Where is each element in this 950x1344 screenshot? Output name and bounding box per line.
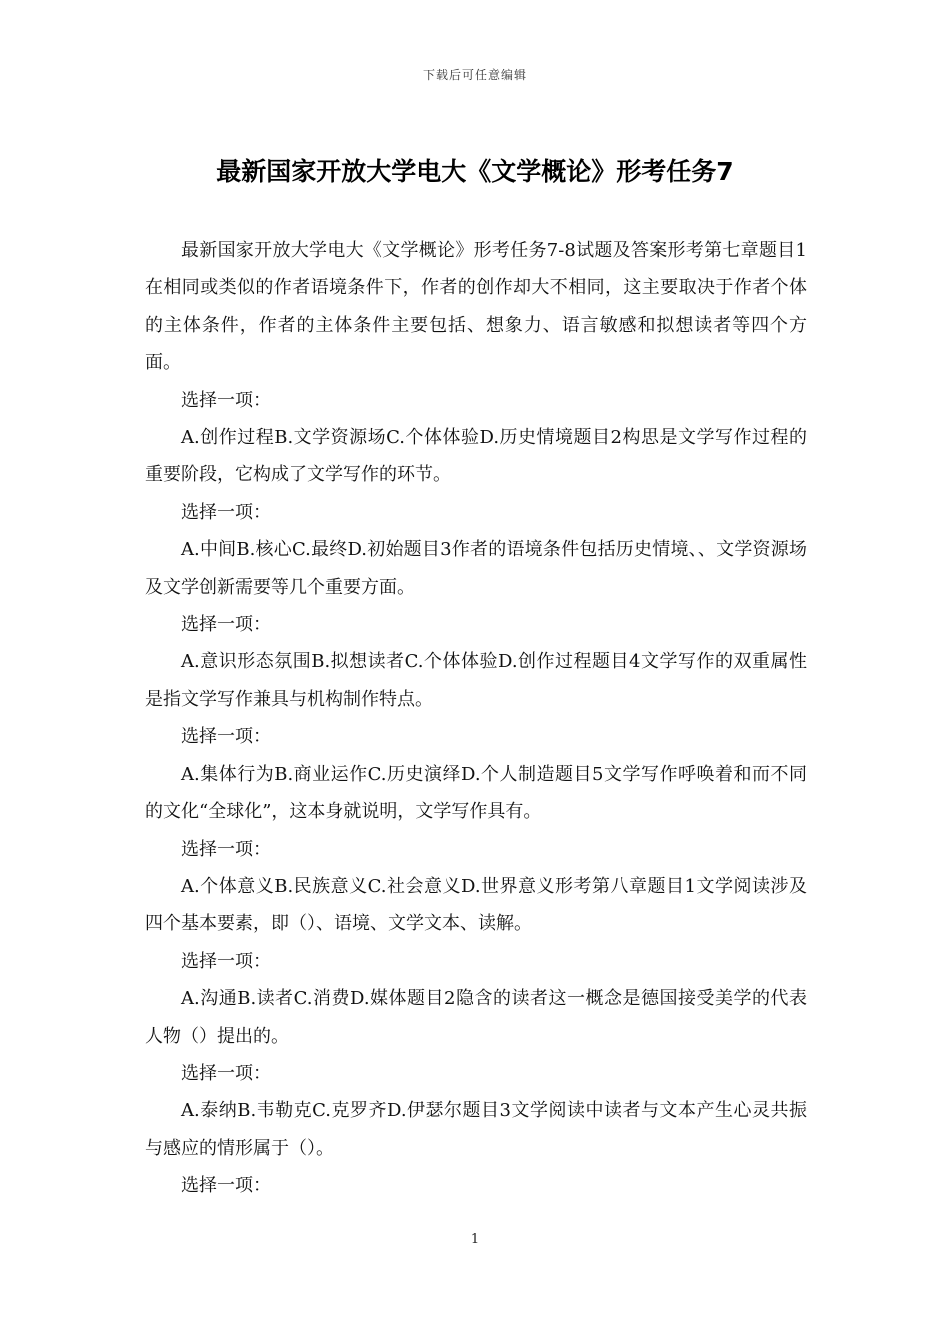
options-question-4: A.意识形态氛围B.拟想读者C.个体体验D.创作过程题目4文学写作的双重属性是指文学写作兼具与机构制作特点。: [145, 651, 807, 710]
choice-prompt: 选择一项：: [181, 950, 271, 972]
choice-prompt: 选择一项：: [181, 614, 271, 636]
options-question-3: A.中间B.核心C.最终D.初始题目3作者的语境条件包括历史情境、、文学资源场及文学创新需要等几个重要方面。: [145, 539, 807, 598]
options-question-5: A.集体行为B.商业运作C.历史演绎D.个人制造题目5文学写作呼唤着和而不同的文化“全球化”，这本身就说明，文学写作具有。: [145, 763, 807, 823]
choice-prompt: 选择一项：: [181, 389, 271, 411]
document-body: [145, 232, 807, 1205]
choice-prompt: 选择一项：: [181, 501, 271, 523]
choice-prompt: 选择一项：: [181, 838, 271, 860]
options-chapter-8-question-1: A.个体意义B.民族意义C.社会意义D.世界意义形考第八章题目1文学阅读涉及四个基本要素，即（）、语境、文学文本、读解。: [145, 875, 807, 935]
options-question-2: A.创作过程B.文学资源场C.个体体验D.历史情境题目2构思是文学写作过程的重要阶段，它构成了文学写作的环节。: [145, 427, 807, 486]
options-chapter-8-question-3: A.泰纳B.韦勒克C.克罗齐D.伊瑟尔题目3文学阅读中读者与文本产生心灵共振与感应的情形属于（）。: [145, 1100, 807, 1159]
options-chapter-8-question-2: A.沟通B.读者C.消费D.媒体题目2隐含的读者这一概念是德国接受美学的代表人物（）提出的。: [145, 988, 807, 1047]
choice-prompt: 选择一项：: [181, 1175, 271, 1197]
choice-prompt: 选择一项：: [181, 1062, 271, 1084]
header-note: 下载后可任意编辑: [422, 68, 527, 82]
page-number: 1: [470, 1232, 480, 1247]
choice-prompt: 选择一项：: [181, 726, 271, 748]
paragraph-intro: 最新国家开放大学电大《文学概论》形考任务7-8试题及答案形考第七章题目1在相同或类似的作者语境条件下，作者的创作却大不相同，这主要取决于作者个体的主体条件，作者的主体条件主要包括、想象力、语言敏感和拟想读者等四个方面。: [145, 240, 807, 374]
document-title: 最新国家开放大学电大《文学概论》形考任务7: [216, 157, 734, 186]
